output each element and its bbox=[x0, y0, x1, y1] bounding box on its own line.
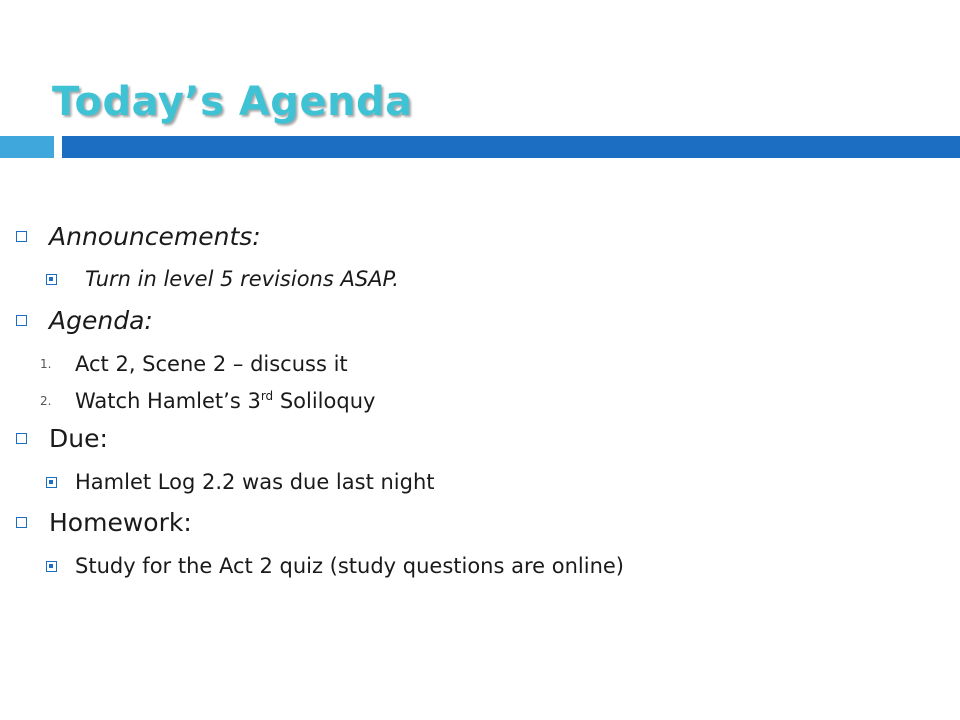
homework-item-row bbox=[46, 554, 624, 578]
filled-square-bullet-icon bbox=[46, 477, 57, 488]
agenda-item: Watch Hamlet’s 3rd Soliloquy bbox=[75, 389, 376, 413]
list-number: 2. bbox=[40, 394, 52, 408]
filled-square-bullet-icon bbox=[46, 274, 57, 285]
due-heading: Due: bbox=[49, 424, 108, 453]
homework-heading: Homework: bbox=[49, 508, 192, 537]
agenda-heading: Agenda: bbox=[49, 306, 153, 335]
due-heading-row bbox=[16, 424, 108, 453]
announcements-item-row bbox=[46, 267, 399, 291]
slide-title: Today’s Agenda bbox=[52, 79, 413, 125]
title-accent-bar-right bbox=[62, 136, 960, 158]
announcements-item: Turn in level 5 revisions ASAP. bbox=[85, 267, 399, 291]
homework-item: Study for the Act 2 quiz (study questions are online) bbox=[75, 554, 624, 578]
title-accent-bar-left bbox=[0, 136, 54, 158]
announcements-heading-row bbox=[16, 222, 261, 251]
agenda-item-row bbox=[40, 389, 375, 413]
due-item-row bbox=[46, 470, 435, 494]
filled-square-bullet-icon bbox=[46, 561, 57, 572]
agenda-item: Act 2, Scene 2 – discuss it bbox=[75, 352, 348, 376]
square-bullet-icon bbox=[16, 315, 27, 326]
agenda-heading-row bbox=[16, 306, 153, 335]
homework-heading-row bbox=[16, 508, 192, 537]
announcements-heading: Announcements: bbox=[49, 222, 261, 251]
agenda-item-row bbox=[40, 352, 348, 376]
square-bullet-icon bbox=[16, 433, 27, 444]
due-item: Hamlet Log 2.2 was due last night bbox=[75, 470, 435, 494]
square-bullet-icon bbox=[16, 231, 27, 242]
list-number: 1. bbox=[40, 357, 52, 371]
square-bullet-icon bbox=[16, 517, 27, 528]
